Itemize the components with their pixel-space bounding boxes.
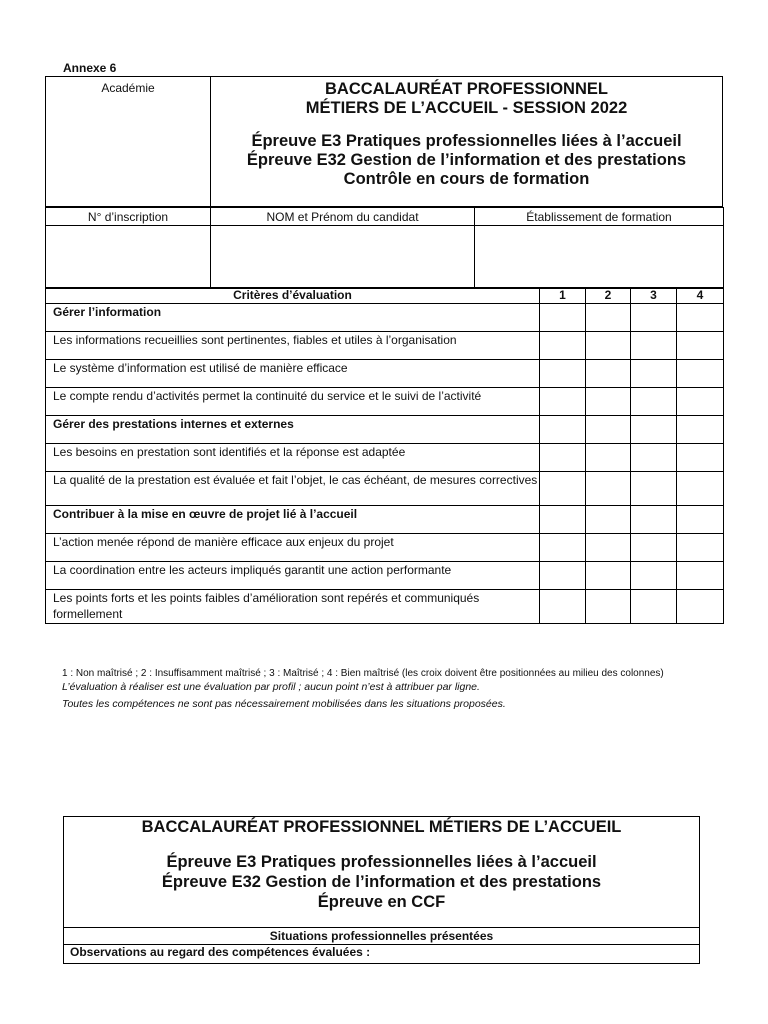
level-4-cell[interactable] xyxy=(677,506,724,534)
level-2-cell[interactable] xyxy=(586,416,631,444)
level-1-cell[interactable] xyxy=(540,590,586,624)
criteria-label: La qualité de la prestation est évaluée et fait l’objet, le cas échéant, de mesures correctives xyxy=(46,472,540,506)
level-1-cell[interactable] xyxy=(540,416,586,444)
level-3-cell[interactable] xyxy=(631,416,677,444)
level-1-cell[interactable] xyxy=(540,304,586,332)
level-1-cell[interactable] xyxy=(540,472,586,506)
level-3-cell[interactable] xyxy=(631,388,677,416)
level-4-cell[interactable] xyxy=(677,534,724,562)
ccf-title: BACCALAURÉAT PROFESSIONNEL MÉTIERS DE L’ACCUEIL xyxy=(141,818,622,836)
criteria-label: L’action menée répond de manière efficace aux enjeux du projet xyxy=(46,534,540,562)
note-profil: L’évaluation à réaliser est une évaluation par profil ; aucun point n’est à attribuer par ligne. xyxy=(62,681,480,693)
criteria-row xyxy=(46,472,724,506)
level-1-cell[interactable] xyxy=(540,534,586,562)
criteria-label: Les besoins en prestation sont identifiés et la réponse est adaptée xyxy=(46,444,540,472)
level-1-cell[interactable] xyxy=(540,444,586,472)
level-2-cell[interactable] xyxy=(586,360,631,388)
level-1-cell[interactable] xyxy=(540,388,586,416)
level-2-cell[interactable] xyxy=(586,472,631,506)
criteria-row xyxy=(46,332,724,360)
level-1-cell[interactable] xyxy=(540,360,586,388)
level-2-cell[interactable] xyxy=(586,562,631,590)
criteria-row xyxy=(46,562,724,590)
level-2-cell[interactable] xyxy=(586,388,631,416)
criteria-row xyxy=(46,506,724,534)
note-competences: Toutes les compétences ne sont pas nécessairement mobilisées dans les situations proposées. xyxy=(62,698,506,710)
criteria-row xyxy=(46,388,724,416)
criteria-label: Le système d’information est utilisé de manière efficace xyxy=(46,360,540,388)
criteria-row xyxy=(46,416,724,444)
level-4-cell[interactable] xyxy=(677,416,724,444)
title-session: MÉTIERS DE L’ACCUEIL - SESSION 2022 xyxy=(305,99,628,117)
level-4-cell[interactable] xyxy=(677,304,724,332)
criteria-header: Critères d’évaluation xyxy=(46,288,540,304)
level-3: 3 xyxy=(631,288,677,304)
level-2-cell[interactable] xyxy=(586,506,631,534)
col-inscription: N° d’inscription xyxy=(46,208,211,226)
observations-label: Observations au regard des compétences évaluées : xyxy=(70,945,371,959)
level-2-cell[interactable] xyxy=(586,444,631,472)
annexe-label: Annexe 6 xyxy=(63,61,117,75)
level-2-cell[interactable] xyxy=(586,534,631,562)
criteria-table xyxy=(45,287,724,624)
identification-table xyxy=(45,207,724,289)
inscription-field[interactable] xyxy=(46,226,211,289)
level-4-cell[interactable] xyxy=(677,388,724,416)
level-4-cell[interactable] xyxy=(677,332,724,360)
criteria-label: Le compte rendu d’activités permet la continuité du service et le suivi de l’activité xyxy=(46,388,540,416)
level-1-cell[interactable] xyxy=(540,332,586,360)
epreuve-mode: Contrôle en cours de formation xyxy=(343,170,590,188)
level-2-cell[interactable] xyxy=(586,590,631,624)
level-4: 4 xyxy=(677,288,724,304)
level-3-cell[interactable] xyxy=(631,332,677,360)
criteria-row xyxy=(46,590,724,624)
col-nom-prenom: NOM et Prénom du candidat xyxy=(211,208,475,226)
ccf-epreuve-mode: Épreuve en CCF xyxy=(317,893,446,911)
epreuve-e3: Épreuve E3 Pratiques professionnelles liées à l’accueil xyxy=(251,132,682,150)
ccf-box xyxy=(63,816,700,964)
level-2-cell[interactable] xyxy=(586,332,631,360)
situations-header: Situations professionnelles présentées xyxy=(64,927,699,945)
academie-cell: Académie xyxy=(46,77,211,206)
level-1: 1 xyxy=(540,288,586,304)
level-4-cell[interactable] xyxy=(677,590,724,624)
level-1-cell[interactable] xyxy=(540,562,586,590)
ccf-epreuve-e3: Épreuve E3 Pratiques professionnelles liées à l’accueil xyxy=(166,853,597,871)
level-4-cell[interactable] xyxy=(677,562,724,590)
criteria-row xyxy=(46,534,724,562)
criteria-row xyxy=(46,360,724,388)
etablissement-field[interactable] xyxy=(475,226,724,289)
level-3-cell[interactable] xyxy=(631,304,677,332)
level-1-cell[interactable] xyxy=(540,506,586,534)
criteria-section-label: Gérer l’information xyxy=(46,304,540,332)
level-3-cell[interactable] xyxy=(631,444,677,472)
criteria-row xyxy=(46,304,724,332)
level-4-cell[interactable] xyxy=(677,472,724,506)
level-3-cell[interactable] xyxy=(631,472,677,506)
title-bac-pro: BACCALAURÉAT PROFESSIONNEL xyxy=(325,80,608,98)
legend: 1 : Non maîtrisé ; 2 : Insuffisamment maîtrisé ; 3 : Maîtrisé ; 4 : Bien maîtrisé (les croix doivent être positionnées au milieu des colonnes) xyxy=(62,668,664,679)
level-4-cell[interactable] xyxy=(677,360,724,388)
criteria-label: Les informations recueillies sont pertinentes, fiables et utiles à l’organisation xyxy=(46,332,540,360)
level-3-cell[interactable] xyxy=(631,534,677,562)
criteria-label: La coordination entre les acteurs impliqués garantit une action performante xyxy=(46,562,540,590)
level-4-cell[interactable] xyxy=(677,444,724,472)
nom-prenom-field[interactable] xyxy=(211,226,475,289)
col-etablissement: Établissement de formation xyxy=(475,208,724,226)
level-3-cell[interactable] xyxy=(631,562,677,590)
criteria-header-row xyxy=(46,288,724,304)
ccf-epreuve-e32: Épreuve E32 Gestion de l’information et des prestations xyxy=(161,873,602,891)
criteria-label: Les points forts et les points faibles d’amélioration sont repérés et communiqués formellement xyxy=(46,590,540,624)
level-3-cell[interactable] xyxy=(631,506,677,534)
level-2: 2 xyxy=(586,288,631,304)
criteria-section-label: Contribuer à la mise en œuvre de projet lié à l’accueil xyxy=(46,506,540,534)
criteria-section-label: Gérer des prestations internes et externes xyxy=(46,416,540,444)
epreuve-e32: Épreuve E32 Gestion de l’information et des prestations xyxy=(246,151,687,169)
level-2-cell[interactable] xyxy=(586,304,631,332)
header-table xyxy=(45,76,723,207)
level-3-cell[interactable] xyxy=(631,590,677,624)
ccf-titles xyxy=(64,818,699,912)
header-titles xyxy=(211,77,722,206)
criteria-row xyxy=(46,444,724,472)
level-3-cell[interactable] xyxy=(631,360,677,388)
